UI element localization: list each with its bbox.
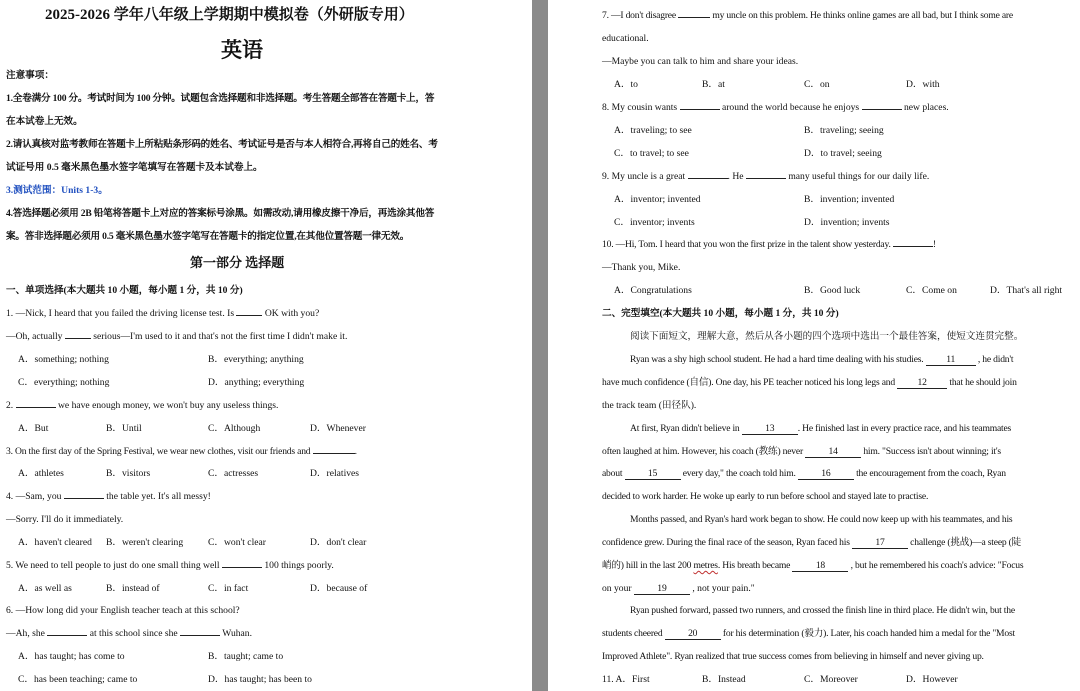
option-d: D．However xyxy=(906,674,958,685)
question-4: 4. —Sam, you the table yet. It's all messy! xyxy=(6,491,211,502)
option-a: A．traveling; to see xyxy=(614,125,692,136)
passage-line: on your 19 , not your pain." xyxy=(602,583,755,594)
option-b: B．instead of xyxy=(106,583,160,594)
flagged-word: metres xyxy=(693,560,718,571)
cloze-blank: 18 xyxy=(792,560,848,572)
option-a: A．to xyxy=(614,79,638,90)
cloze-blank: 19 xyxy=(634,583,690,595)
question-1: 1. —Nick, I heard that you failed the driving license test. Is OK with you? xyxy=(6,308,320,319)
passage-line: about 15 every day," the coach told him. 16 the encouragement from the coach, Ryan xyxy=(602,468,1006,479)
note-line: 在本试卷上无效。 xyxy=(6,116,83,127)
passage-line: At first, Ryan didn't believe in 13 . He finished last in every practice race, and his teammates xyxy=(630,423,1012,434)
option-d: D．relatives xyxy=(310,468,360,479)
option-c: C．Moreover xyxy=(804,674,858,685)
question-6: 6. —How long did your English teacher teach at this school? xyxy=(6,605,240,616)
question-7: 7. —I don't disagree my uncle on this problem. He thinks online games are all bad, but I think some are xyxy=(602,10,1013,21)
option-a: A．But xyxy=(18,423,49,434)
exam-title: 2025-2026 学年八年级上学期期中模拟卷（外研版专用） xyxy=(45,7,414,23)
option-b: B．taught; came to xyxy=(208,651,284,662)
section-heading: 一、单项选择(本大题共 10 小题，每小题 1 分，共 10 分) xyxy=(6,285,243,296)
passage-line: confidence grew. During the final race of the season, Ryan faced his 17 challenge (挑战)—a steep (陡 xyxy=(602,537,1022,548)
exam-page-right xyxy=(548,0,1080,691)
option-b: B．Good luck xyxy=(804,285,861,296)
option-d: D．Whenever xyxy=(310,423,366,434)
option-d: D．anything; everything xyxy=(208,377,305,388)
option-b: B．weren't clearing xyxy=(106,537,184,548)
option-d: D．to travel; seeing xyxy=(804,148,882,159)
answer-blank xyxy=(680,109,720,110)
answer-blank xyxy=(222,567,262,568)
question-8: 8. My cousin wants around the world because he enjoys new places. xyxy=(602,102,949,113)
cloze-blank: 11 xyxy=(926,354,976,366)
section-heading: 二、完型填空(本大题共 10 小题，每小题 1 分，共 10 分) xyxy=(602,308,839,319)
question-7-reply: —Maybe you can talk to him and share your ideas. xyxy=(602,56,799,67)
cloze-blank: 12 xyxy=(897,377,947,389)
cloze-blank: 14 xyxy=(805,446,861,458)
answer-blank xyxy=(688,178,728,179)
passage-line: Months passed, and Ryan's hard work began to show. He could now keep up with his teammates, and his xyxy=(630,514,1013,525)
option-c: C．in fact xyxy=(208,583,249,594)
option-a: A．has taught; has come to xyxy=(18,651,125,662)
question-2: 2. we have enough money, we won't buy any useless things. xyxy=(6,400,279,411)
option-b: B．at xyxy=(702,79,725,90)
option-b: B．Until xyxy=(106,423,142,434)
note-line: 试证号用 0.5 毫米黑色墨水签字笔填写在答题卡及本试卷上。 xyxy=(6,162,263,173)
question-4-reply: —Sorry. I'll do it immediately. xyxy=(6,514,124,525)
option-c: C．has been teaching; came to xyxy=(18,674,138,685)
passage-line: students cheered 20 for his determination (毅力). Later, his coach handed him a medal for the "Most xyxy=(602,628,1015,639)
option-a: A．as well as xyxy=(18,583,72,594)
option-c: C．everything; nothing xyxy=(18,377,110,388)
option-c: C．inventor; invents xyxy=(614,217,695,228)
question-5: 5. We need to tell people to just do one small thing well 100 things poorly. xyxy=(6,560,334,571)
option-a: A．athletes xyxy=(18,468,64,479)
cloze-instruction: 阅读下面短文，理解大意，然后从各小题的四个选项中选出一个最佳答案，使短文连贯完整。 xyxy=(630,331,1024,342)
option-a: 11. A．First xyxy=(602,674,650,685)
answer-blank xyxy=(64,498,104,499)
option-b: B．traveling; seeing xyxy=(804,125,884,136)
option-b: B．Instead xyxy=(702,674,746,685)
answer-blank xyxy=(746,178,786,179)
option-c: C．Although xyxy=(208,423,261,434)
option-c: C．won't clear xyxy=(208,537,266,548)
option-d: D．with xyxy=(906,79,940,90)
subject-title: 英语 xyxy=(221,38,263,62)
question-6-reply: —Ah, she at this school since she Wuhan. xyxy=(6,628,252,639)
answer-blank xyxy=(678,17,710,18)
option-a: A．Congratulations xyxy=(614,285,692,296)
answer-blank xyxy=(893,246,933,247)
option-a: A．something; nothing xyxy=(18,354,109,365)
option-c: C．Come on xyxy=(906,285,957,296)
passage-line: Improved Athlete". Ryan realized that true success comes from believing in himself and never giving up. xyxy=(602,651,984,662)
passage-line: often laughed at him. However, his coach (教练) never 14 him. "Success isn't about winning; it's xyxy=(602,446,1001,457)
exam-page-left xyxy=(0,0,532,691)
passage-line: Ryan pushed forward, passed two runners, and crossed the finish line in third place. He didn't win, but the xyxy=(630,605,1015,616)
note-line: 1.全卷满分 100 分。考试时间为 100 分钟。试题包含选择题和非选择题。考生答题全部答在答题卡上，答 xyxy=(6,93,435,104)
cloze-blank: 15 xyxy=(625,468,681,480)
option-b: B．visitors xyxy=(106,468,151,479)
answer-blank xyxy=(862,109,902,110)
note-line: 2.请认真核对监考教师在答题卡上所粘贴条形码的姓名、考试证号是否与本人相符合,再将自己的姓名、考 xyxy=(6,139,438,150)
part-heading: 第一部分 选择题 xyxy=(190,255,285,270)
answer-blank xyxy=(236,315,262,316)
cloze-blank: 17 xyxy=(852,537,908,549)
answer-blank xyxy=(313,453,355,454)
cloze-blank: 16 xyxy=(798,468,854,480)
answer-blank xyxy=(47,635,87,636)
question-7-cont: educational. xyxy=(602,33,649,44)
passage-line: 峭的) hill in the last 200 metres. His breath became 18 , but he remembered his coach's advice: "Focus xyxy=(602,560,1024,571)
passage-line: Ryan was a shy high school student. He had a hard time dealing with his studies. 11 , he didn't xyxy=(630,354,1014,365)
notes-heading: 注意事项： xyxy=(6,70,54,81)
answer-blank xyxy=(65,338,91,339)
passage-line: decided to work harder. He woke up early to run before school and stayed late to practise. xyxy=(602,491,929,502)
passage-line: the track team (田径队). xyxy=(602,400,697,411)
option-a: A．inventor; invented xyxy=(614,194,701,205)
note-line: 4.答选择题必须用 2B 铅笔将答题卡上对应的答案标号涂黑。如需改动,请用橡皮擦干净后，再选涂其他答 xyxy=(6,208,435,219)
question-9: 9. My uncle is a great . He many useful things for our daily life. xyxy=(602,171,930,182)
option-c: C．actresses xyxy=(208,468,259,479)
note-line: 案。答非选择题必须用 0.5 毫米黑色墨水签字笔写在答题卡的指定位置,在其他位置答题一律无效。 xyxy=(6,231,410,242)
question-3: 3. On the first day of the Spring Festival, we wear new clothes, visit our friends and . xyxy=(6,446,357,457)
option-b: B．invention; invented xyxy=(804,194,895,205)
cloze-blank: 13 xyxy=(742,423,798,435)
option-d: D．because of xyxy=(310,583,368,594)
question-1-reply: —Oh, actually serious—I'm used to it and that's not the first time I didn't make it. xyxy=(6,331,348,342)
option-d: D．That's all right xyxy=(990,285,1063,296)
option-d: D．has taught; has been to xyxy=(208,674,312,685)
answer-blank xyxy=(180,635,220,636)
option-d: D．don't clear xyxy=(310,537,367,548)
passage-line: have much confidence (自信). One day, his PE teacher noticed his long legs and 12 that he should join xyxy=(602,377,1017,388)
option-d: D．invention; invents xyxy=(804,217,890,228)
test-range: 3.测试范围：Units 1-3。 xyxy=(6,185,108,196)
answer-blank xyxy=(16,407,56,408)
option-c: C．on xyxy=(804,79,830,90)
question-10-reply: —Thank you, Mike. xyxy=(602,262,681,273)
option-c: C．to travel; to see xyxy=(614,148,689,159)
cloze-blank: 20 xyxy=(665,628,721,640)
question-10: 10. —Hi, Tom. I heard that you won the first prize in the talent show yesterday. ! xyxy=(602,239,936,250)
option-b: B．everything; anything xyxy=(208,354,304,365)
option-a: A．haven't cleared xyxy=(18,537,92,548)
